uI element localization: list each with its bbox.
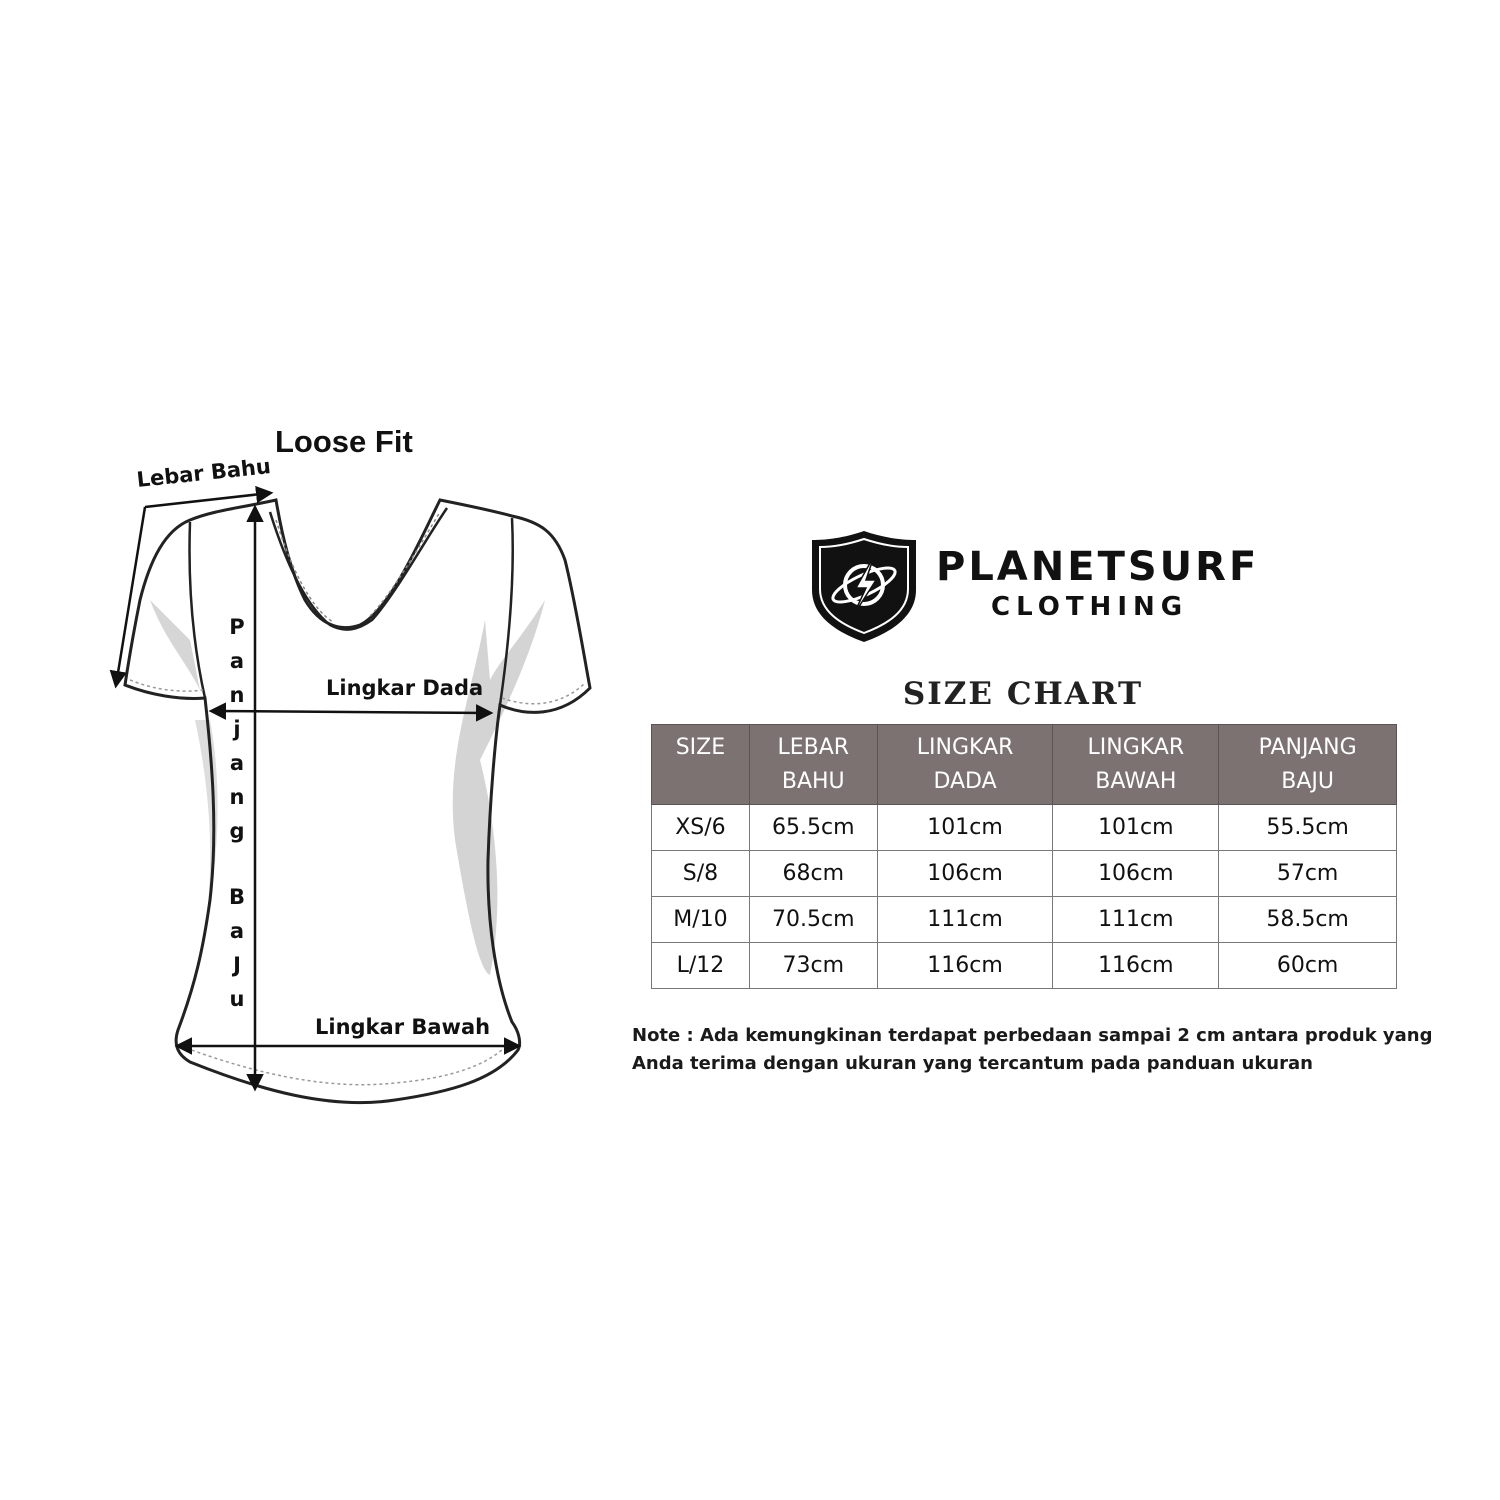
panjang-letter: n bbox=[229, 683, 245, 707]
table-row bbox=[652, 897, 1397, 943]
shirt-collar-stitch bbox=[276, 512, 440, 622]
size-chart-body bbox=[652, 805, 1397, 989]
label-lingkar-dada: Lingkar Dada bbox=[326, 676, 484, 700]
panjang-letter: a bbox=[229, 751, 245, 775]
label-lingkar-bawah: Lingkar Bawah bbox=[315, 1015, 491, 1039]
header-line: LINGKAR bbox=[1087, 735, 1185, 760]
panjang-letter: a bbox=[229, 649, 245, 673]
table-cell: 101cm bbox=[1053, 805, 1219, 851]
size-chart-header-cell bbox=[1219, 725, 1397, 805]
panjang-letter: B bbox=[228, 885, 245, 909]
label-panjang-baju bbox=[226, 610, 248, 1016]
brand-logo bbox=[808, 528, 1260, 644]
table-cell: XS/6 bbox=[652, 805, 750, 851]
size-note bbox=[632, 1022, 1492, 1078]
label-lebar-bahu: Lebar Bahu bbox=[135, 454, 272, 492]
panjang-letter: n bbox=[229, 785, 245, 809]
table-cell: 60cm bbox=[1219, 943, 1397, 989]
table-cell: 101cm bbox=[877, 805, 1053, 851]
size-note-line-1: Note : Ada kemungkinan terdapat perbedaan sampai 2 cm antara produk yang bbox=[632, 1025, 1433, 1046]
panjang-letter bbox=[226, 848, 248, 880]
size-note-line-2: Anda terima dengan ukuran yang tercantum pada panduan ukuran bbox=[632, 1053, 1313, 1074]
panjang-letter: g bbox=[229, 819, 245, 843]
shirt-diagram bbox=[0, 0, 620, 1150]
table-cell: 111cm bbox=[877, 897, 1053, 943]
size-chart-header-cell bbox=[749, 725, 877, 805]
panjang-letter: j bbox=[233, 717, 241, 741]
shirt-collar-inner bbox=[270, 508, 447, 630]
table-cell: L/12 bbox=[652, 943, 750, 989]
table-cell: 57cm bbox=[1219, 851, 1397, 897]
table-cell: 65.5cm bbox=[749, 805, 877, 851]
table-row bbox=[652, 851, 1397, 897]
diagram-title: Loose Fit bbox=[275, 424, 413, 459]
shirt-outline bbox=[125, 500, 590, 1103]
shirt-shadow-right bbox=[453, 600, 545, 975]
table-cell: 106cm bbox=[1053, 851, 1219, 897]
shield-lightning-planet-icon bbox=[808, 528, 920, 644]
panjang-letter: u bbox=[229, 987, 245, 1011]
table-cell: 106cm bbox=[877, 851, 1053, 897]
table-cell: 116cm bbox=[1053, 943, 1219, 989]
panjang-letter: J bbox=[233, 953, 241, 977]
table-cell: M/10 bbox=[652, 897, 750, 943]
header-line: PANJANG bbox=[1258, 735, 1357, 760]
table-cell: 116cm bbox=[877, 943, 1053, 989]
size-chart-header-cell bbox=[1053, 725, 1219, 805]
header-line: LEBAR bbox=[777, 735, 850, 760]
table-row bbox=[652, 943, 1397, 989]
size-chart-title: SIZE CHART bbox=[902, 676, 1144, 712]
table-cell: S/8 bbox=[652, 851, 750, 897]
table-row bbox=[652, 805, 1397, 851]
header-line: BAHU bbox=[781, 769, 845, 794]
size-chart-table bbox=[651, 724, 1397, 989]
table-cell: 70.5cm bbox=[749, 897, 877, 943]
table-cell: 111cm bbox=[1053, 897, 1219, 943]
size-chart-header-cell bbox=[877, 725, 1053, 805]
header-line: BAJU bbox=[1281, 769, 1334, 794]
arrow-lingkar-dada bbox=[212, 711, 490, 713]
header-line: LINGKAR bbox=[916, 735, 1014, 760]
brand-subtitle: CLOTHING bbox=[991, 592, 1189, 622]
table-cell: 55.5cm bbox=[1219, 805, 1397, 851]
header-line: SIZE bbox=[675, 735, 726, 760]
size-chart-header-cell bbox=[652, 725, 750, 805]
panjang-letter: P bbox=[229, 615, 245, 639]
table-cell: 73cm bbox=[749, 943, 877, 989]
brand-name: PLANETSURF bbox=[936, 544, 1260, 590]
header-line: DADA bbox=[933, 769, 997, 794]
table-cell: 58.5cm bbox=[1219, 897, 1397, 943]
header-line: BAWAH bbox=[1095, 769, 1177, 794]
size-chart-header-row bbox=[652, 725, 1397, 805]
table-cell: 68cm bbox=[749, 851, 877, 897]
panjang-letter: a bbox=[229, 919, 245, 943]
